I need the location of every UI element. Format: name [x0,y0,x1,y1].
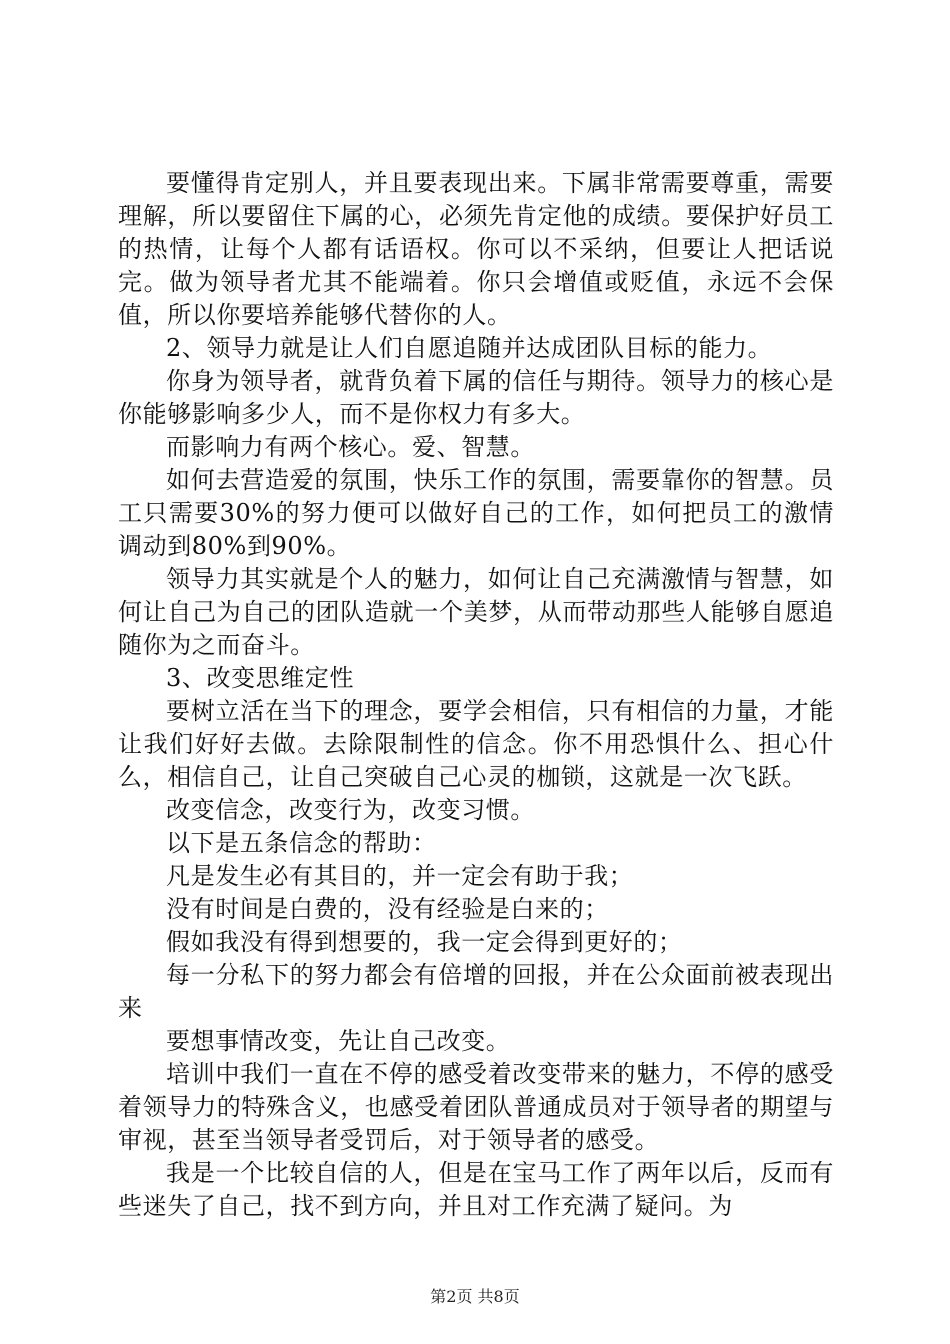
paragraph: 没有时间是白费的，没有经验是白来的； [166,895,609,923]
paragraph: 培训中我们一直在不停的感受着改变带来的魅力，不停的感受着领导力的特殊含义，也感受着团队普通成员对于领导者的期望与审视，甚至当领导者受罚后，对于领导者的感受。 [118,1060,834,1154]
paragraph: 要懂得肯定别人，并且要表现出来。下属非常需要尊重，需要理解，所以要留住下属的心，必须先肯定他的成绩。要保护好员工的热情，让每个人都有话语权。你可以不采纳，但要让人把话说完。做为领导者尤其不能端着。你只会增值或贬值，永远不会保值，所以你要培养能够代替你的人。 [118,169,834,329]
paragraph: 你身为领导者，就背负着下属的信任与期待。领导力的核心是你能够影响多少人，而不是你权力有多大。 [118,367,834,428]
paragraph: 我是一个比较自信的人，但是在宝马工作了两年以后，反而有些迷失了自己，找不到方向，并且对工作充满了疑问。为 [118,1159,834,1220]
paragraph: 要想事情改变，先让自己改变。 [166,1027,511,1055]
paragraph: 2、领导力就是让人们自愿追随并达成团队目标的能力。 [166,334,773,362]
body-text [118,167,834,1223]
paragraph: 3、改变思维定性 [166,664,355,692]
paragraph: 领导力其实就是个人的魅力，如何让自己充满激情与智慧，如何让自己为自己的团队造就一个美梦，从而带动那些人能够自愿追随你为之而奋斗。 [118,565,834,659]
paragraph: 假如我没有得到想要的，我一定会得到更好的； [166,928,683,956]
paragraph: 而影响力有两个核心。爱、智慧。 [166,433,535,461]
paragraph: 如何去营造爱的氛围，快乐工作的氛围，需要靠你的智慧。员工只需要30%的努力便可以做好自己的工作，如何把员工的激情调动到80%到90%。 [118,466,834,560]
paragraph: 以下是五条信念的帮助： [166,829,437,857]
page-footer: 第2页 共8页 [430,1287,520,1306]
paragraph: 凡是发生必有其目的，并一定会有助于我； [166,862,634,890]
paragraph: 每一分私下的努力都会有倍增的回报，并在公众面前被表现出来 [118,961,834,1022]
paragraph: 要树立活在当下的理念，要学会相信，只有相信的力量，才能让我们好好去做。去除限制性的信念。你不用恐惧什么、担心什么，相信自己，让自己突破自己心灵的枷锁，这就是一次飞跃。 [118,697,834,791]
paragraph: 改变信念，改变行为，改变习惯。 [166,796,535,824]
